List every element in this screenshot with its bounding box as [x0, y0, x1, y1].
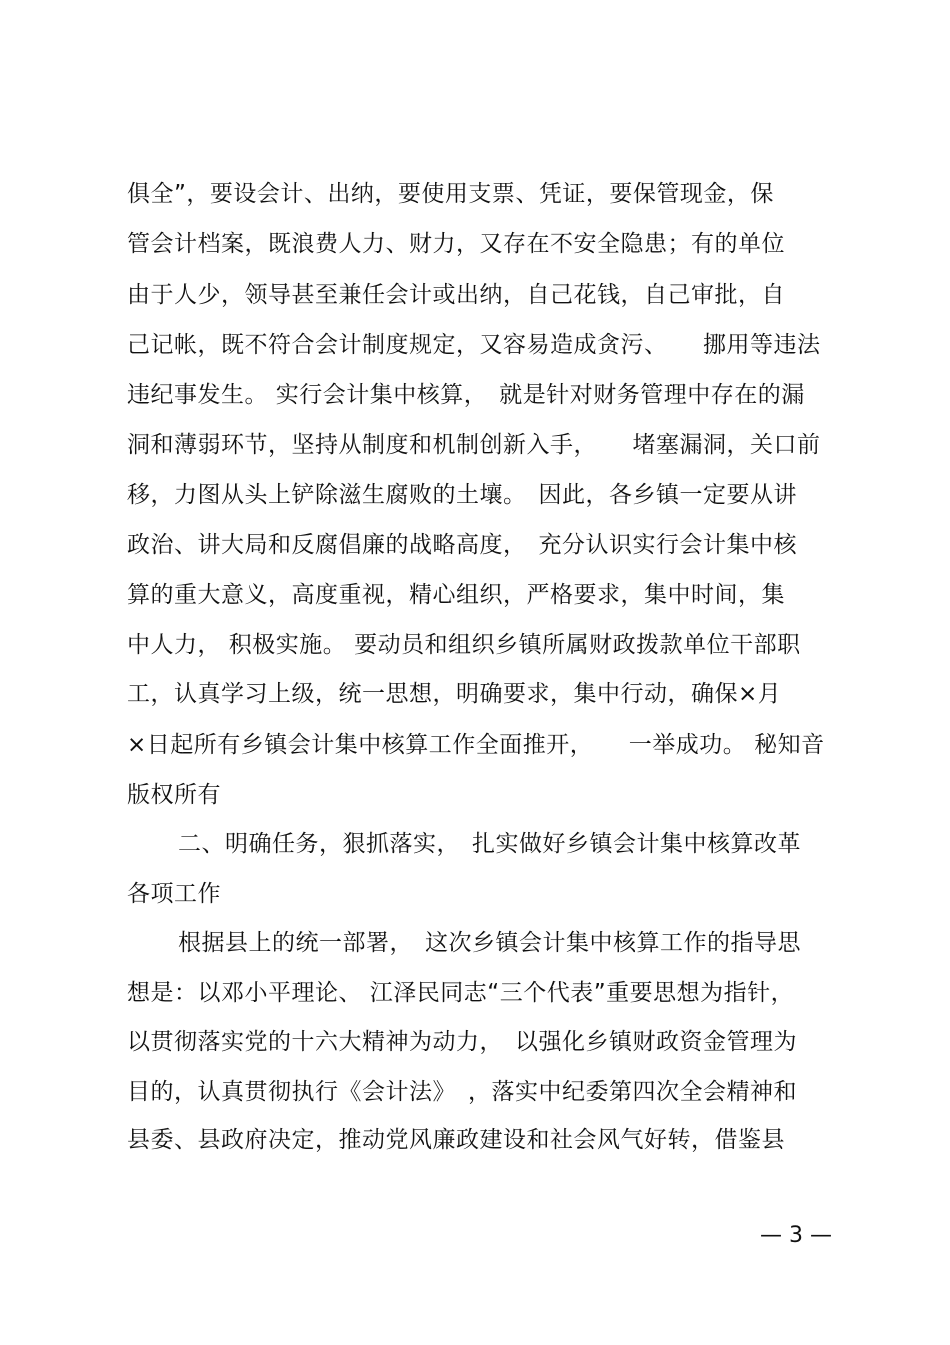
body-text-line: ×日起所有乡镇会计集中核算工作全面推开， 一举成功。 秘知音 [127, 732, 825, 758]
body-text-line: 想是：以邓小平理论、 江泽民同志“三个代表”重要思想为指针， [127, 980, 795, 1006]
body-text-line: 由于人少，领导甚至兼任会计或出纳，自己花钱，自己审批，自 [127, 282, 785, 308]
section-heading: 二、明确任务，狠抓落实， 扎实做好乡镇会计集中核算改革 [178, 831, 801, 857]
body-text-line: 中人力， 积极实施。 要动员和组织乡镇所属财政拨款单位干部职 [127, 632, 801, 658]
body-text-line: 己记帐，既不符合会计制度规定，又容易造成贪污、 挪用等违法 [127, 332, 821, 358]
body-text-line: 政治、讲大局和反腐倡廉的战略高度， 充分认识实行会计集中核 [127, 532, 797, 558]
page-number: — 3 — [760, 1223, 832, 1248]
body-text-line: 目的，认真贯彻执行《会计法》 ，落实中纪委第四次全会精神和 [127, 1079, 797, 1105]
body-text-line: 县委、县政府决定，推动党风廉政建设和社会风气好转，借鉴县 [127, 1127, 785, 1153]
body-text-line: 违纪事发生。 实行会计集中核算， 就是针对财务管理中存在的漏 [127, 382, 805, 408]
body-text-line: 根据县上的统一部署， 这次乡镇会计集中核算工作的指导思 [178, 930, 801, 956]
body-text-line: 移，力图从头上铲除滋生腐败的土壤。 因此，各乡镇一定要从讲 [127, 482, 797, 508]
body-text-line: 俱全”，要设会计、出纳，要使用支票、凭证，要保管现金，保 [127, 181, 774, 207]
body-text-line: 工，认真学习上级，统一思想，明确要求，集中行动，确保×月 [127, 681, 782, 707]
section-heading-continuation: 各项工作 [127, 881, 221, 907]
body-text-line: 版权所有 [127, 782, 221, 808]
body-text-line: 以贯彻落实党的十六大精神为动力， 以强化乡镇财政资金管理为 [127, 1029, 797, 1055]
body-text-line: 洞和薄弱环节，坚持从制度和机制创新入手， 堵塞漏洞，关口前 [127, 432, 821, 458]
body-text-line: 算的重大意义，高度重视，精心组织，严格要求，集中时间，集 [127, 582, 785, 608]
body-text-line: 管会计档案，既浪费人力、财力，又存在不安全隐患；有的单位 [127, 231, 785, 257]
